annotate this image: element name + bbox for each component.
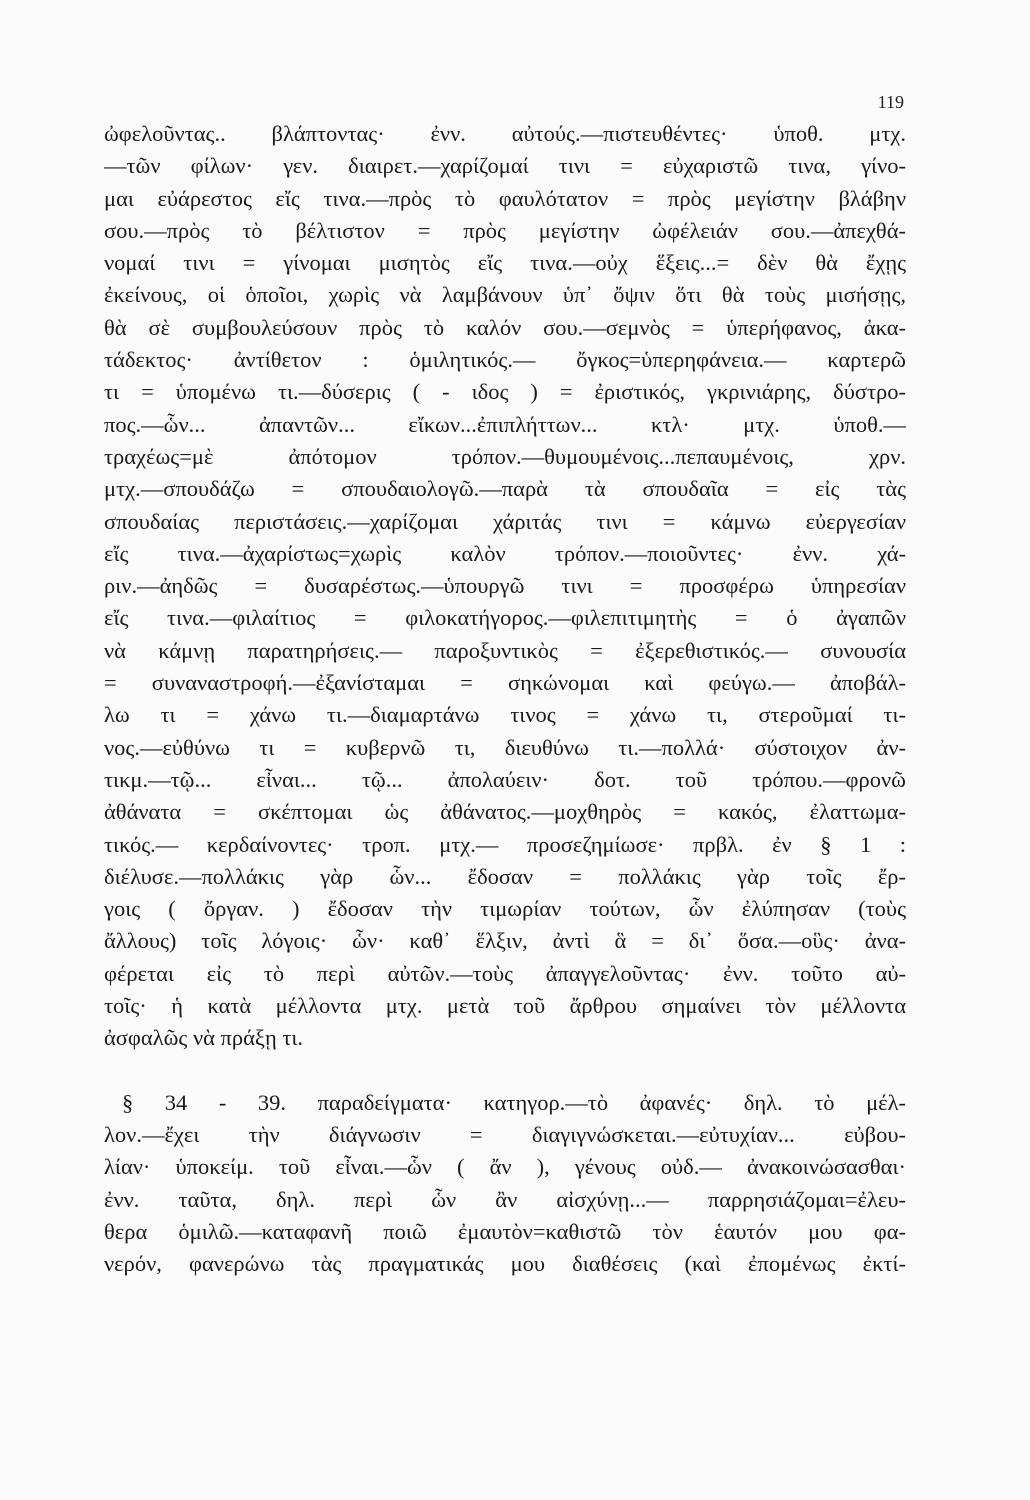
text-line: τικμ.—τῷ... εἶναι... τῷ... ἀπολαύειν· δοτ. τοῦ τρόπου.—φρονῶ	[104, 766, 906, 792]
section-heading-line: § 34 - 39. παραδείγματα· κατηγορ.—τὸ ἀφανές· δηλ. τὸ μέλ-	[122, 1089, 906, 1115]
text-line: νος.—εὐθύνω τι = κυβερνῶ τι, διευθύνω τι.—πολλά· σύστοιχον ἀν-	[104, 734, 906, 760]
page-text	[104, 118, 906, 1280]
text-line: λω τι = χάνω τι.—διαμαρτάνω τινος = χάνω τι, στεροῦμαί τι-	[104, 702, 906, 728]
text-line: τοῖς· ἡ κατὰ μέλλοντα μτχ. μετὰ τοῦ ἄρθρου σημαίνει τὸν μέλλοντα	[104, 993, 906, 1019]
section-paragraph	[104, 1087, 906, 1281]
text-line: τικός.— κερδαίνοντες· τροπ. μτχ.— προσεζημίωσε· πρβλ. ἐν § 1 :	[104, 831, 906, 857]
text-line: ἀσφαλῶς νὰ πράξῃ τι.	[104, 1025, 304, 1051]
text-line: τι = ὑπομένω τι.—δύσερις ( - ιδος ) = ἐριστικός, γκρινιάρης, δύστρο-	[104, 379, 906, 405]
text-line: νερόν, φανερώνω τὰς πραγματικάς μου διαθέσεις (καὶ ἐπομένως ἐκτί-	[104, 1251, 906, 1277]
text-line: θὰ σὲ συμβουλεύσουν πρὸς τὸ καλόν σου.—σεμνὸς = ὑπερήφανος, ἀκα-	[104, 314, 906, 340]
text-line: θερα ὁμιλῶ.—καταφανῆ ποιῶ ἐμαυτὸν=καθιστῶ τὸν ἑαυτόν μου φα-	[104, 1218, 906, 1244]
page-number: 119	[877, 92, 904, 112]
text-line: ἐνν. ταῦτα, δηλ. περὶ ὧν ἂν αἰσχύνῃ...— παρρησιάζομαι=ἐλευ-	[104, 1186, 906, 1212]
text-line: νομαί τινι = γίνομαι μισητὸς εἴς τινα.—οὐχ ἕξεις...= δὲν θὰ ἔχῃς	[104, 250, 906, 276]
text-line: μαι εὐάρεστος εἴς τινα.—πρὸς τὸ φαυλότατον = πρὸς μεγίστην βλάβην	[104, 185, 906, 211]
text-line: ἐκείνους, οἱ ὁποῖοι, χωρὶς νὰ λαμβάνουν ὑπ᾽ ὄψιν ὅτι θὰ τοὺς μισήσῃς,	[104, 282, 906, 308]
text-line: πος.—ὧν... ἀπαντῶν... εἴκων...ἐπιπλήττων... κτλ· μτχ. ὑποθ.—	[104, 411, 906, 437]
text-line: νὰ κάμνῃ παρατηρήσεις.— παροξυντικὸς = ἐξερεθιστικός.— συνουσία	[104, 637, 906, 663]
text-line: ριν.—ἀηδῶς = δυσαρέστως.—ὑπουργῶ τινι = προσφέρω ὑπηρεσίαν	[104, 573, 906, 599]
text-line: ἄλλους) τοῖς λόγοις· ὧν· καθ᾽ ἕλξιν, ἀντὶ ἃ = δι᾽ ὅσα.—οὓς· ἀνα-	[104, 928, 906, 954]
text-line: μτχ.—σπουδάζω = σπουδαιολογῶ.—παρὰ τὰ σπουδαῖα = εἰς τὰς	[104, 476, 906, 502]
paragraph-gap	[104, 1055, 906, 1087]
commentary-paragraph	[104, 118, 906, 1055]
text-line: εἴς τινα.—φιλαίτιος = φιλοκατήγορος.—φιλεπιτιμητὴς = ὁ ἀγαπῶν	[104, 605, 906, 631]
text-line: φέρεται εἰς τὸ περὶ αὐτῶν.—τοὺς ἀπαγγελοῦντας· ἐνν. τοῦτο αὐ-	[104, 960, 906, 986]
text-line: ὠφελοῦντας.. βλάπτοντας· ἐνν. αὐτούς.—πιστευθέντες· ὑποθ. μτχ.	[104, 121, 906, 146]
text-line: σπουδαίας περιστάσεις.—χαρίζομαι χάριτάς τινι = κάμνω εὐεργεσίαν	[104, 508, 906, 534]
text-line: —τῶν φίλων· γεν. διαιρετ.—χαρίζομαί τινι = εὐχαριστῶ τινα, γίνο-	[104, 153, 906, 179]
text-line: εἴς τινα.—ἀχαρίστως=χωρὶς καλὸν τρόπον.—ποιοῦντες· ἐνν. χά-	[104, 540, 906, 566]
text-line: ἀθάνατα = σκέπτομαι ὡς ἀθάνατος.—μοχθηρὸς = κακός, ἐλαττωμα-	[104, 799, 906, 825]
text-line: = συναναστροφή.—ἐξανίσταμαι = σηκώνομαι καὶ φεύγω.— ἀποβάλ-	[104, 670, 906, 696]
text-line: γοις ( ὄργαν. ) ἔδοσαν τὴν τιμωρίαν τούτων, ὧν ἐλύπησαν (τοὺς	[104, 896, 906, 922]
text-line: σου.—πρὸς τὸ βέλτιστον = πρὸς μεγίστην ὠφέλειάν σου.—ἀπεχθά-	[104, 217, 906, 243]
text-line: τραχέως=μὲ ἀπότομον τρόπον.—θυμουμένοις...πεπαυμένοις, χρν.	[104, 443, 906, 469]
text-line: λον.—ἔχει τὴν διάγνωσιν = διαγιγνώσκεται.—εὐτυχίαν... εὐβου-	[104, 1121, 906, 1147]
text-line: διέλυσε.—πολλάκις γὰρ ὧν... ἔδοσαν = πολλάκις γὰρ τοῖς ἔρ-	[104, 863, 906, 889]
text-line: τάδεκτος· ἀντίθετον : ὁμιλητικός.— ὄγκος=ὑπερηφάνεια.— καρτερῶ	[104, 347, 906, 373]
text-line: λίαν· ὑποκείμ. τοῦ εἶναι.—ὧν ( ἄν ), γένους οὐδ.— ἀνακοινώσασθαι·	[104, 1154, 906, 1180]
